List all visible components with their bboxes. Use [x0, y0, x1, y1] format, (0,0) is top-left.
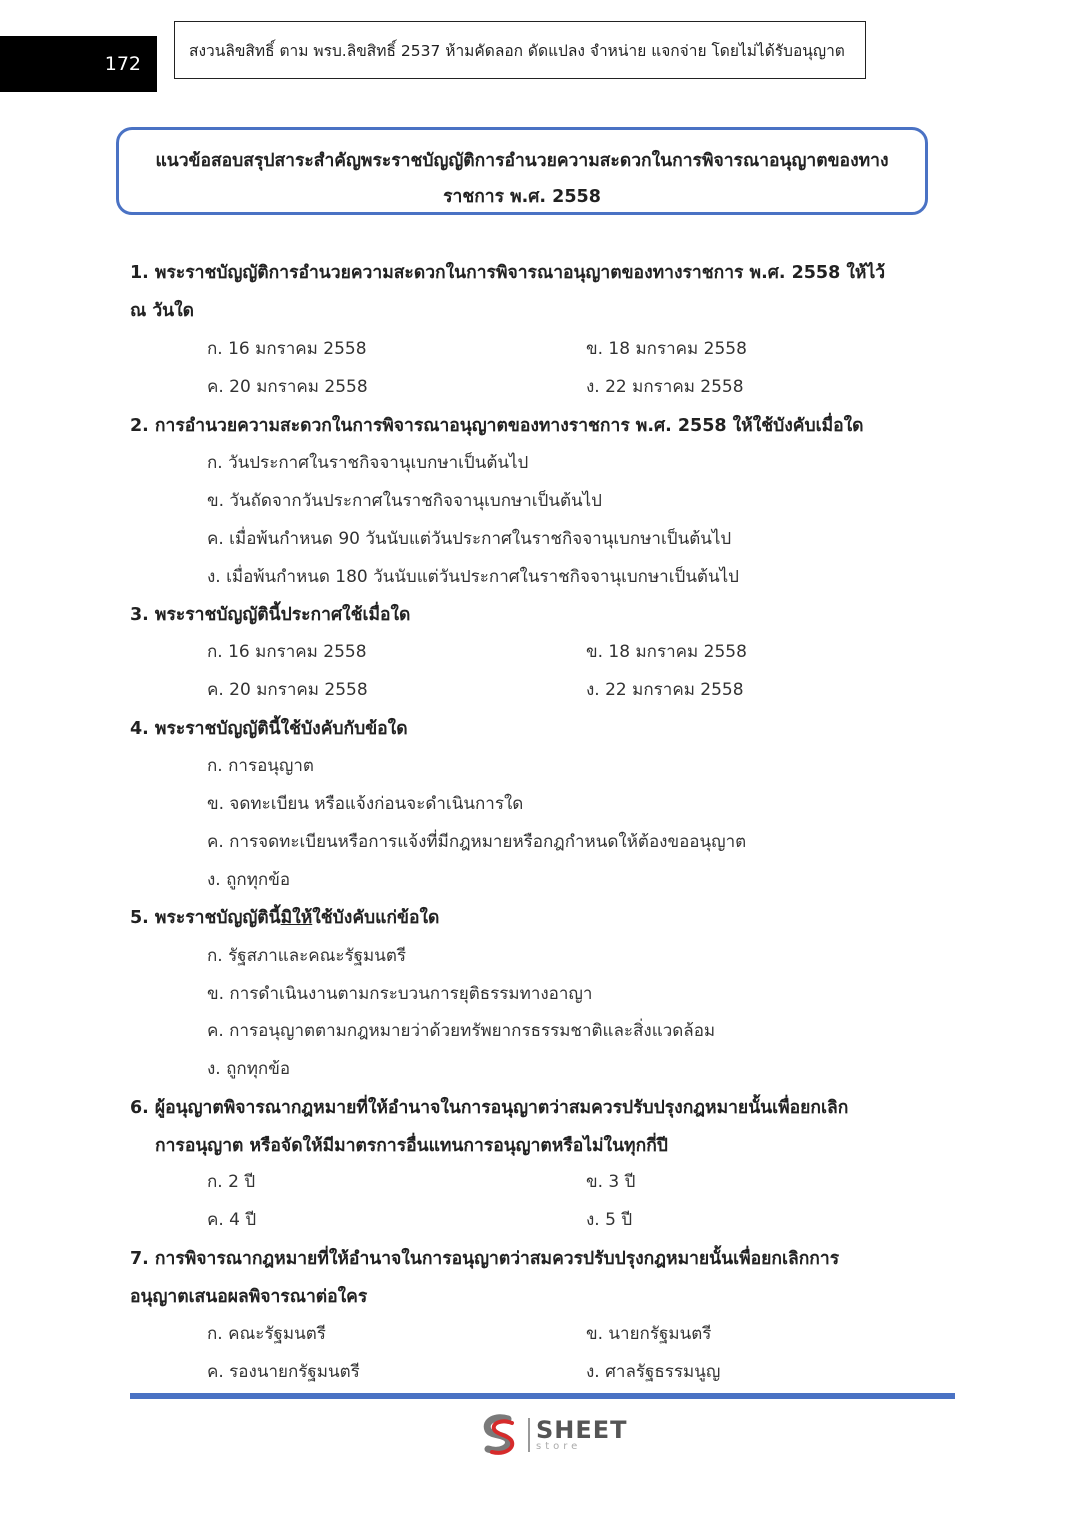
- question-4-option-c: ค. การจดทะเบียนหรือการแจ้งที่มีกฎหมายหรือกฎกำหนดให้ต้องขออนุญาต: [207, 832, 747, 852]
- question-1-text: 1. พระราชบัญญัติการอำนวยความสะดวกในการพิจารณาอนุญาตของทางราชการ พ.ศ. 2558 ให้ไว้: [130, 263, 886, 283]
- question-3-text: 3. พระราชบัญญัตินี้ประกาศใช้เมื่อใด: [130, 605, 411, 625]
- question-5-emphasis: มิให้: [280, 908, 313, 928]
- question-3-option-d: ง. 22 มกราคม 2558: [586, 680, 744, 700]
- title-line-1: แนวข้อสอบสรุปสาระสำคัญพระราชบัญญัติการอำนวยความสะดวกในการพิจารณาอนุญาตของทาง: [155, 151, 889, 171]
- question-4-option-a: ก. การอนุญาต: [207, 756, 314, 776]
- question-7-option-b: ข. นายกรัฐมนตรี: [586, 1324, 712, 1344]
- question-7-option-a: ก. คณะรัฐมนตรี: [207, 1324, 326, 1344]
- question-3-option-c: ค. 20 มกราคม 2558: [207, 680, 368, 700]
- logo-wordmark: SHEET: [536, 1416, 628, 1444]
- question-1-option-b: ข. 18 มกราคม 2558: [586, 339, 747, 359]
- question-5-option-c: ค. การอนุญาตตามกฎหมายว่าด้วยทรัพยากรธรรมชาติและสิ่งแวดล้อม: [207, 1021, 716, 1041]
- question-5-suffix: ใช้บังคับแก่ข้อใด: [312, 908, 440, 928]
- question-6-option-a: ก. 2 ปี: [207, 1172, 256, 1192]
- question-1-text-cont: ณ วันใด: [130, 301, 195, 321]
- logo-subtext: store: [536, 1441, 582, 1452]
- question-4-option-d: ง. ถูกทุกข้อ: [207, 870, 291, 890]
- question-5-option-b: ข. การดำเนินงานตามกระบวนการยุติธรรมทางอาญา: [207, 984, 593, 1004]
- question-3-option-a: ก. 16 มกราคม 2558: [207, 642, 367, 662]
- question-5-prefix: 5. พระราชบัญญัตินี้: [130, 908, 281, 928]
- title-box: [116, 127, 928, 215]
- question-4-option-b: ข. จดทะเบียน หรือแจ้งก่อนจะดำเนินการใด: [207, 794, 524, 814]
- question-7-text-cont: อนุญาตเสนอผลพิจารณาต่อใคร: [130, 1287, 368, 1307]
- question-1-option-d: ง. 22 มกราคม 2558: [586, 377, 744, 397]
- question-3-option-b: ข. 18 มกราคม 2558: [586, 642, 747, 662]
- question-2-option-c: ค. เมื่อพ้นกำหนด 90 วันนับแต่วันประกาศในราชกิจจานุเบกษาเป็นต้นไป: [207, 529, 732, 549]
- question-7-option-c: ค. รองนายกรัฐมนตรี: [207, 1362, 360, 1382]
- question-7-text: 7. การพิจารณากฎหมายที่ให้อำนาจในการอนุญาตว่าสมควรปรับปรุงกฎหมายนั้นเพื่อยกเลิกการ: [130, 1249, 840, 1269]
- question-7-option-d: ง. ศาลรัฐธรรมนูญ: [586, 1362, 721, 1382]
- question-2-option-a: ก. วันประกาศในราชกิจจานุเบกษาเป็นต้นไป: [207, 453, 529, 473]
- question-6-text-cont: การอนุญาต หรือจัดให้มีมาตรการอื่นแทนการอนุญาตหรือไม่ในทุกกี่ปี: [155, 1136, 668, 1156]
- question-1-option-a: ก. 16 มกราคม 2558: [207, 339, 367, 359]
- question-6-option-b: ข. 3 ปี: [586, 1172, 636, 1192]
- question-4-text: 4. พระราชบัญญัตินี้ใช้บังคับกับข้อใด: [130, 719, 408, 739]
- question-2-option-d: ง. เมื่อพ้นกำหนด 180 วันนับแต่วันประกาศในราชกิจจานุเบกษาเป็นต้นไป: [207, 567, 739, 587]
- footer-divider: [130, 1393, 955, 1399]
- page-number: 172: [0, 36, 157, 92]
- question-2-text: 2. การอำนวยความสะดวกในการพิจารณาอนุญาตของทางราชการ พ.ศ. 2558 ให้ใช้บังคับเมื่อใด: [130, 416, 864, 436]
- question-5-option-d: ง. ถูกทุกข้อ: [207, 1059, 291, 1079]
- title-line-2: ราชการ พ.ศ. 2558: [443, 187, 601, 207]
- question-5-text: [130, 903, 439, 931]
- question-6-option-d: ง. 5 ปี: [586, 1210, 633, 1230]
- question-5-option-a: ก. รัฐสภาและคณะรัฐมนตรี: [207, 946, 407, 966]
- question-6-option-c: ค. 4 ปี: [207, 1210, 257, 1230]
- sheet-store-logo: [478, 1412, 628, 1458]
- copyright-notice: สงวนลิขสิทธิ์ ตาม พรบ.ลิขสิทธิ์ 2537 ห้ามคัดลอก ดัดแปลง จำหน่าย แจกจ่าย โดยไม่ได้รับอนุญาต: [174, 21, 866, 79]
- question-1-option-c: ค. 20 มกราคม 2558: [207, 377, 368, 397]
- question-2-option-b: ข. วันถัดจากวันประกาศในราชกิจจานุเบกษาเป็นต้นไป: [207, 491, 602, 511]
- sheet-store-logo-icon: [478, 1413, 522, 1457]
- question-6-text: 6. ผู้อนุญาตพิจารณากฎหมายที่ให้อำนาจในการอนุญาตว่าสมควรปรับปรุงกฎหมายนั้นเพื่อยกเลิก: [130, 1098, 849, 1118]
